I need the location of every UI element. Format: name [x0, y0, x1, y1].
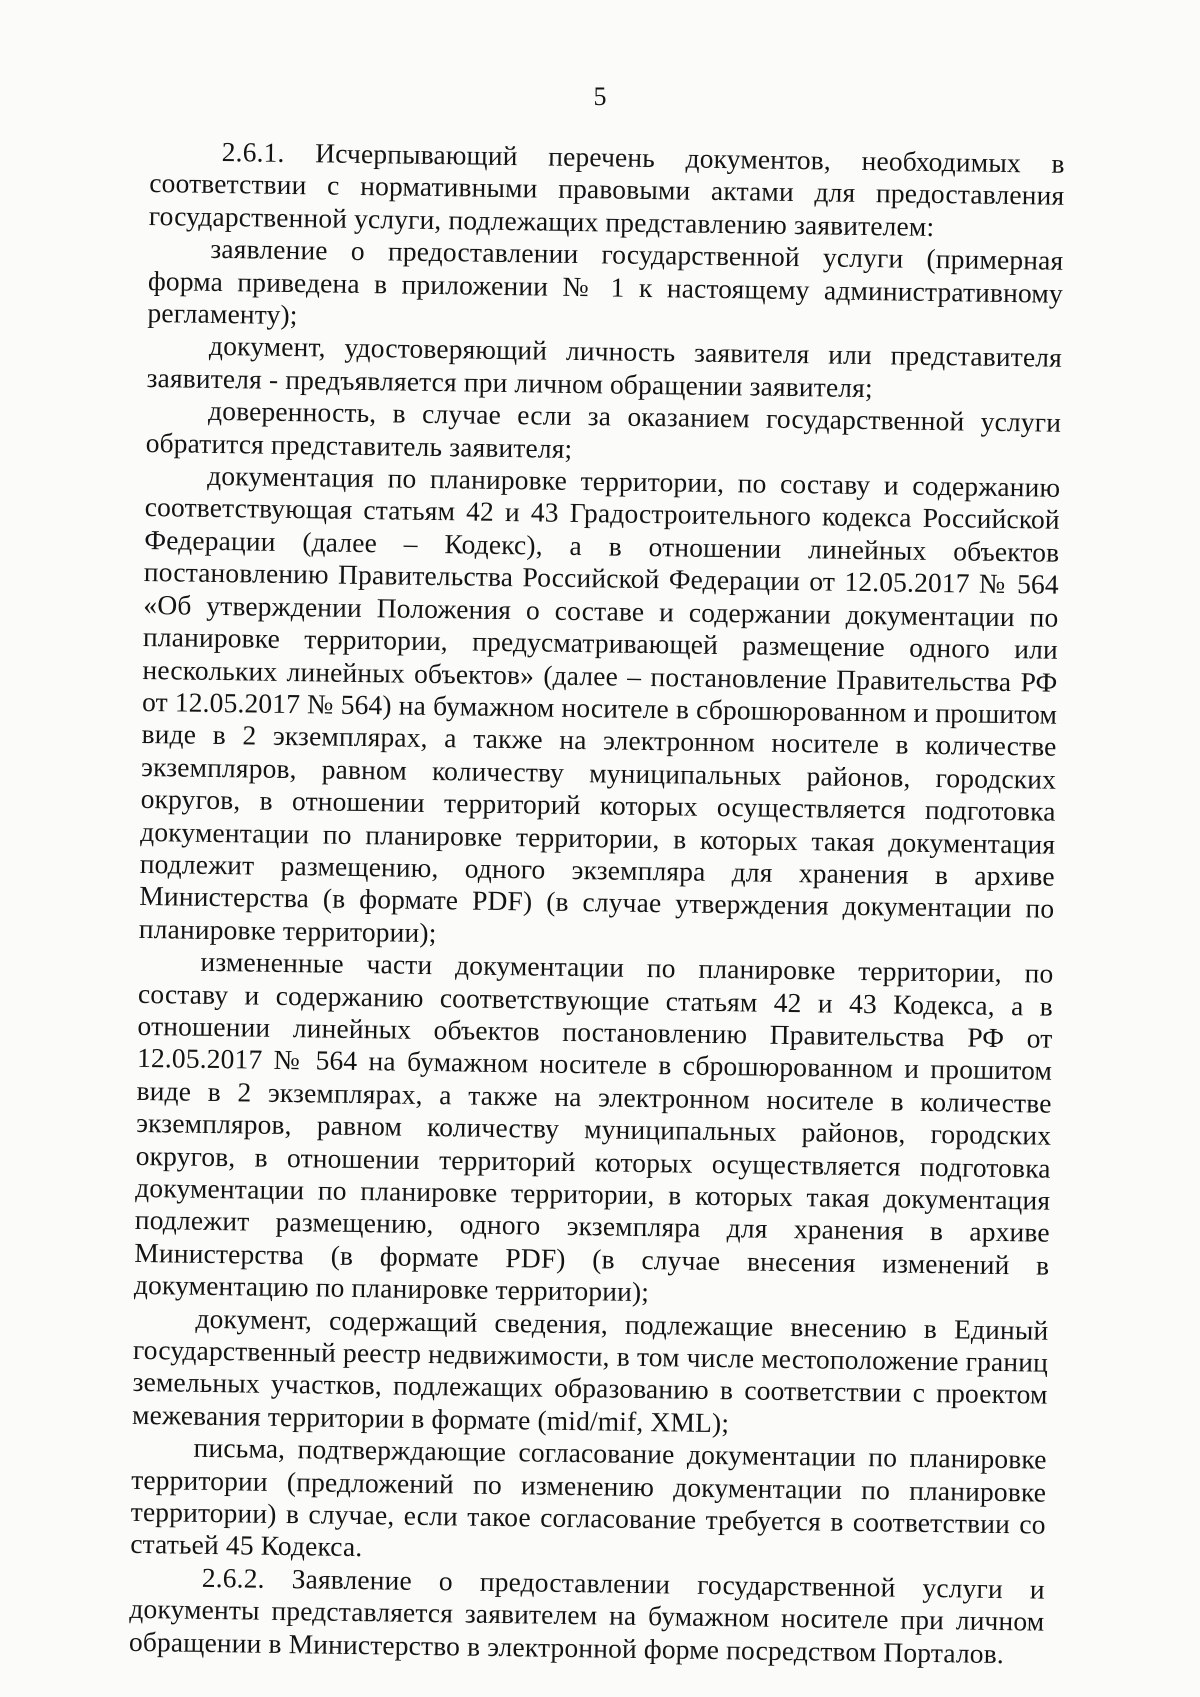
page-number: 5	[593, 82, 607, 111]
list-item-changed-documentation: измененные части документации по планировке территории, по составу и содержанию соответствующие статьям 42 и 43 Кодекса, а в отношении линейных объектов постановлению Правительства РФ от 12.05.2017 № 564 на бумажном носителе в сброшюрованном и прошитом виде в 2 экземплярах, а также на электронном носителе в количестве экземпляров, равном количеству муниципальных районов, городских округов, в отношении территорий которых осуществляется подготовка документации по планировке территории, в которых такая документация подлежит размещению, одного экземпляра для хранения в архиве Министерства (в формате PDF) (в случае внесения изменений в документацию по планировке территории);	[133, 945, 1054, 1308]
list-item-planning-documentation: документация по планировке территории, по составу и содержанию соответствующая статьям 42 и 43 Градостроительного кодекса Российской Федерации (далее – Кодекс), а в отношении линейных объектов постановлению Правительства Российской Федерации от 12.05.2017 № 564 «Об утверждении Положения о составе и содержании документации по планировке территории, предусматривающей размещение одного или нескольких линейных объектов» (далее – постановление Правительства РФ от 12.05.2017 № 564) на бумажном носителе в сброшюрованном и прошитом виде в 2 экземплярах, а также на электронном носителе в количестве экземпляров, равном количеству муниципальных районов, городских округов, в отношении территорий которых осуществляется подготовка документации по планировке территории, в которых такая документация подлежит размещению, одного экземпляра для хранения в архиве Министерства (в формате PDF) (в случае утверждения документации по планировке территории);	[138, 459, 1061, 948]
list-item-application: заявление о предоставлении государственной услуги (примерная форма приведена в приложении № 1 к настоящему административному регламенту);	[147, 233, 1064, 331]
document-body	[129, 135, 1065, 1671]
list-item-registry-document: документ, содержащий сведения, подлежащие внесению в Единый государственный реестр недвижимости, в том числе местоположение границ земельных участков, подлежащих образованию в соответствии с проектом межевания территории в формате (mid/mif, XML);	[131, 1302, 1049, 1439]
paragraph-2-6-1: 2.6.1. Исчерпывающий перечень документов, необходимых в соответствии с нормативными правовыми актами для предоставления государственной услуги, подлежащих представлению заявителем:	[148, 136, 1065, 242]
list-item-power-of-attorney: доверенность, в случае если за оказанием государственной услуги обратится представитель заявителя;	[145, 395, 1062, 464]
list-item-approval-letters: письма, подтверждающие согласование документации по планировке территории (предложений по изменению документации по планировке территории) в случае, если такое согласование требуется в соответствии со статьей 45 Кодекса.	[130, 1431, 1047, 1563]
paragraph-2-6-2: 2.6.2. Заявление о предоставлении государственной услуги и документы представляется заявителем на бумажном носителе при личном обращении в Министерство в электронной форме посредством Порталов.	[128, 1561, 1046, 1669]
list-item-identity-document: документ, удостоверяющий личность заявителя или представителя заявителя - предъявляется при личном обращении заявителя;	[146, 330, 1063, 403]
